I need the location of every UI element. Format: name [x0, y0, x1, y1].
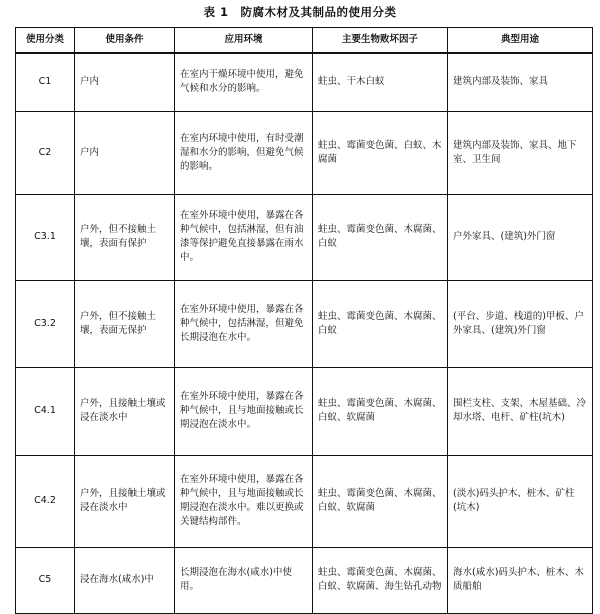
condition-cell: 户外，但不接触土壤，表面有保护	[75, 194, 175, 280]
header-condition: 使用条件	[75, 28, 175, 54]
class-cell: C4.2	[16, 455, 75, 547]
factors-cell: 蛀虫、霉菌变色菌、木腐菌、白蚁	[313, 194, 448, 280]
condition-cell: 浸在海水(咸水)中	[75, 547, 175, 613]
condition-cell: 户外，且接触土壤或浸在淡水中	[75, 367, 175, 455]
class-cell: C3.1	[16, 194, 75, 280]
class-cell: C3.2	[16, 280, 75, 367]
header-row	[16, 28, 593, 54]
table-row	[16, 111, 593, 194]
environment-cell: 在室外环境中使用，暴露在各种气候中，且与地面接触或长期浸泡在淡水中。	[175, 367, 313, 455]
factors-cell: 蛀虫、霉菌变色菌、木腐菌、白蚁、软腐菌	[313, 367, 448, 455]
uses-cell: 户外家具、(建筑)外门窗	[448, 194, 593, 280]
uses-cell: 海水(咸水)码头护木、桩木、木质船舶	[448, 547, 593, 613]
condition-cell: 户外，且接触土壤或浸在淡水中	[75, 455, 175, 547]
uses-cell: 围栏支柱、支架、木屋基础、冷却水塔、电杆、矿柱(坑木)	[448, 367, 593, 455]
factors-cell: 蛀虫、干木白蚁	[313, 53, 448, 111]
table-title: 表 1 防腐木材及其制品的使用分类	[203, 5, 397, 19]
class-cell: C1	[16, 53, 75, 111]
header-factors: 主要生物败坏因子	[313, 28, 448, 54]
uses-cell: 建筑内部及装饰、家具、地下室、卫生间	[448, 111, 593, 194]
environment-cell: 长期浸泡在海水(咸水)中使用。	[175, 547, 313, 613]
factors-cell: 蛀虫、霉菌变色菌、木腐菌、白蚁	[313, 280, 448, 367]
table-row	[16, 547, 593, 613]
condition-cell: 户外，但不接触土壤，表面无保护	[75, 280, 175, 367]
header-uses: 典型用途	[448, 28, 593, 54]
condition-cell: 户内	[75, 111, 175, 194]
uses-cell: 建筑内部及装饰、家具	[448, 53, 593, 111]
environment-cell: 在室外环境中使用，暴露在各种气候中，包括淋湿，但避免长期浸泡在水中。	[175, 280, 313, 367]
uses-cell: (平台、步道、栈道的)甲板、户外家具、(建筑)外门窗	[448, 280, 593, 367]
table-row	[16, 194, 593, 280]
uses-cell: (淡水)码头护木、桩木、矿柱(坑木)	[448, 455, 593, 547]
factors-cell: 蛀虫、霉菌变色菌、白蚁、木腐菌	[313, 111, 448, 194]
factors-cell: 蛀虫、霉菌变色菌、木腐菌、白蚁、软腐菌	[313, 455, 448, 547]
class-cell: C2	[16, 111, 75, 194]
class-cell: C4.1	[16, 367, 75, 455]
header-class: 使用分类	[16, 28, 75, 54]
environment-cell: 在室外环境中使用，暴露在各种气候中，且与地面接触或长期浸泡在淡水中。难以更换或关键结构部件。	[175, 455, 313, 547]
environment-cell: 在室内环境中使用，有时受潮湿和水分的影响，但避免气候的影响。	[175, 111, 313, 194]
table-row	[16, 367, 593, 455]
table-row	[16, 280, 593, 367]
factors-cell: 蛀虫、霉菌变色菌、木腐菌、白蚁、软腐菌、海生钻孔动物	[313, 547, 448, 613]
usage-classification-table	[15, 27, 593, 614]
table-row	[16, 53, 593, 111]
header-environment: 应用环境	[175, 28, 313, 54]
condition-cell: 户内	[75, 53, 175, 111]
environment-cell: 在室内干燥环境中使用，避免气候和水分的影响。	[175, 53, 313, 111]
environment-cell: 在室外环境中使用，暴露在各种气候中，包括淋湿，但有油漆等保护避免直接暴露在雨水中。	[175, 194, 313, 280]
table-row	[16, 455, 593, 547]
class-cell: C5	[16, 547, 75, 613]
